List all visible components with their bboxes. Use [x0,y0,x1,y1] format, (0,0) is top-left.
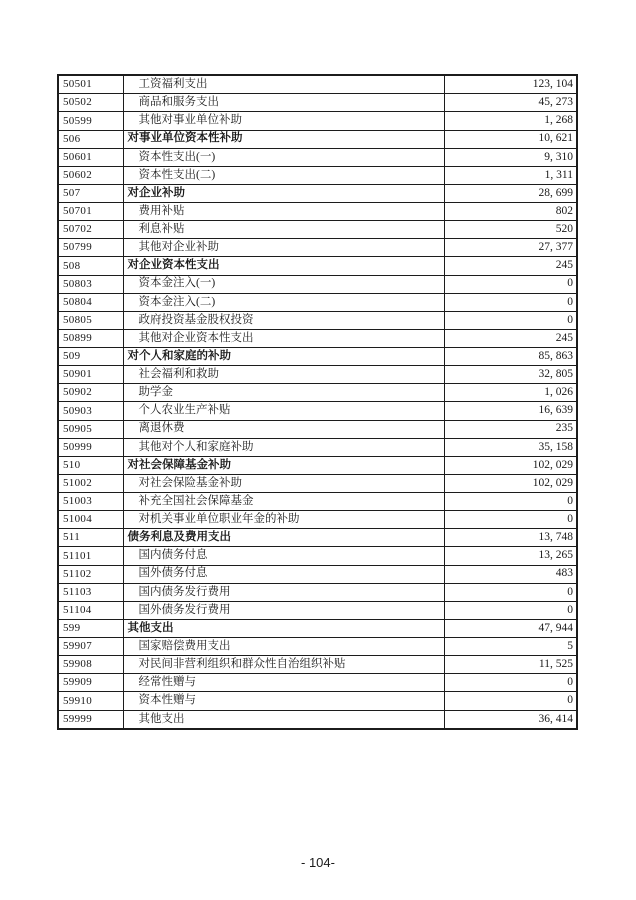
value-cell: 13, 265 [444,547,577,565]
name-cell: 补充全国社会保障基金 [123,493,444,511]
value-cell: 11, 525 [444,656,577,674]
table-row [58,148,577,166]
code-cell: 50804 [58,293,123,311]
table-row [58,619,577,637]
value-cell: 235 [444,420,577,438]
table-row [58,601,577,619]
code-cell: 509 [58,348,123,366]
table-row [58,493,577,511]
name-cell: 对企业补助 [123,184,444,202]
table-row [58,239,577,257]
name-cell: 工资福利支出 [123,75,444,94]
value-cell: 5 [444,638,577,656]
code-cell: 50999 [58,438,123,456]
code-cell: 50803 [58,275,123,293]
code-cell: 50502 [58,94,123,112]
name-cell: 对个人和家庭的补助 [123,348,444,366]
value-cell: 0 [444,293,577,311]
code-cell: 59907 [58,638,123,656]
name-cell: 债务利息及费用支出 [123,529,444,547]
value-cell: 1, 268 [444,112,577,130]
name-cell: 社会福利和救助 [123,366,444,384]
value-cell: 245 [444,329,577,347]
table-row [58,638,577,656]
name-cell: 其他对事业单位补助 [123,112,444,130]
name-cell: 费用补贴 [123,203,444,221]
table-row [58,166,577,184]
value-cell: 0 [444,311,577,329]
value-cell: 1, 026 [444,384,577,402]
table-row [58,221,577,239]
value-cell: 102, 029 [444,474,577,492]
name-cell: 助学金 [123,384,444,402]
code-cell: 59909 [58,674,123,692]
code-cell: 50905 [58,420,123,438]
value-cell: 483 [444,565,577,583]
name-cell: 其他对企业资本性支出 [123,329,444,347]
table-row [58,511,577,529]
table-row [58,456,577,474]
code-cell: 50602 [58,166,123,184]
value-cell: 9, 310 [444,148,577,166]
code-cell: 51102 [58,565,123,583]
code-cell: 51101 [58,547,123,565]
code-cell: 50901 [58,366,123,384]
table-row [58,547,577,565]
code-cell: 50702 [58,221,123,239]
code-cell: 51104 [58,601,123,619]
table-row [58,184,577,202]
table-row [58,348,577,366]
table-row [58,674,577,692]
value-cell: 123, 104 [444,75,577,94]
name-cell: 离退休费 [123,420,444,438]
value-cell: 10, 621 [444,130,577,148]
code-cell: 508 [58,257,123,275]
value-cell: 28, 699 [444,184,577,202]
name-cell: 国家赔偿费用支出 [123,638,444,656]
value-cell: 0 [444,275,577,293]
table-row [58,529,577,547]
value-cell: 85, 863 [444,348,577,366]
value-cell: 245 [444,257,577,275]
table-row [58,438,577,456]
table-row [58,366,577,384]
value-cell: 35, 158 [444,438,577,456]
name-cell: 资本性支出(二) [123,166,444,184]
value-cell: 45, 273 [444,94,577,112]
table-row [58,203,577,221]
table-row [58,565,577,583]
code-cell: 50701 [58,203,123,221]
code-cell: 50799 [58,239,123,257]
table-row [58,293,577,311]
code-cell: 50805 [58,311,123,329]
code-cell: 50601 [58,148,123,166]
code-cell: 50903 [58,402,123,420]
value-cell: 0 [444,674,577,692]
page-number: - 104- [301,855,335,870]
name-cell: 国外债务付息 [123,565,444,583]
name-cell: 个人农业生产补贴 [123,402,444,420]
value-cell: 13, 748 [444,529,577,547]
code-cell: 59908 [58,656,123,674]
table-row [58,384,577,402]
value-cell: 520 [444,221,577,239]
value-cell: 32, 805 [444,366,577,384]
code-cell: 50899 [58,329,123,347]
name-cell: 国内债务付息 [123,547,444,565]
code-cell: 59910 [58,692,123,710]
name-cell: 对社会保障基金补助 [123,456,444,474]
value-cell: 47, 944 [444,619,577,637]
code-cell: 51103 [58,583,123,601]
table-row [58,130,577,148]
name-cell: 国外债务发行费用 [123,601,444,619]
value-cell: 36, 414 [444,710,577,729]
code-cell: 511 [58,529,123,547]
table-row [58,94,577,112]
value-cell: 16, 639 [444,402,577,420]
value-cell: 0 [444,493,577,511]
table-row [58,329,577,347]
table-row [58,420,577,438]
code-cell: 599 [58,619,123,637]
table-row [58,275,577,293]
table-row [58,692,577,710]
budget-table [57,74,578,730]
name-cell: 对社会保险基金补助 [123,474,444,492]
name-cell: 商品和服务支出 [123,94,444,112]
code-cell: 51002 [58,474,123,492]
name-cell: 其他支出 [123,619,444,637]
table-row [58,75,577,94]
name-cell: 其他对个人和家庭补助 [123,438,444,456]
value-cell: 1, 311 [444,166,577,184]
table-row [58,583,577,601]
code-cell: 51003 [58,493,123,511]
code-cell: 50599 [58,112,123,130]
name-cell: 对事业单位资本性补助 [123,130,444,148]
name-cell: 资本金注入(二) [123,293,444,311]
name-cell: 对民间非营利组织和群众性自治组织补贴 [123,656,444,674]
table-row [58,257,577,275]
value-cell: 802 [444,203,577,221]
value-cell: 0 [444,511,577,529]
table-row [58,311,577,329]
name-cell: 资本性支出(一) [123,148,444,166]
name-cell: 国内债务发行费用 [123,583,444,601]
value-cell: 0 [444,601,577,619]
name-cell: 其他支出 [123,710,444,729]
code-cell: 507 [58,184,123,202]
code-cell: 51004 [58,511,123,529]
value-cell: 0 [444,692,577,710]
name-cell: 政府投资基金股权投资 [123,311,444,329]
code-cell: 50902 [58,384,123,402]
value-cell: 27, 377 [444,239,577,257]
name-cell: 其他对企业补助 [123,239,444,257]
code-cell: 59999 [58,710,123,729]
name-cell: 利息补贴 [123,221,444,239]
table-row [58,656,577,674]
table-row [58,710,577,729]
name-cell: 资本金注入(一) [123,275,444,293]
table-row [58,474,577,492]
name-cell: 对机关事业单位职业年金的补助 [123,511,444,529]
name-cell: 经常性赠与 [123,674,444,692]
value-cell: 0 [444,583,577,601]
table-row [58,402,577,420]
name-cell: 资本性赠与 [123,692,444,710]
table-row [58,112,577,130]
code-cell: 510 [58,456,123,474]
code-cell: 506 [58,130,123,148]
value-cell: 102, 029 [444,456,577,474]
code-cell: 50501 [58,75,123,94]
name-cell: 对企业资本性支出 [123,257,444,275]
